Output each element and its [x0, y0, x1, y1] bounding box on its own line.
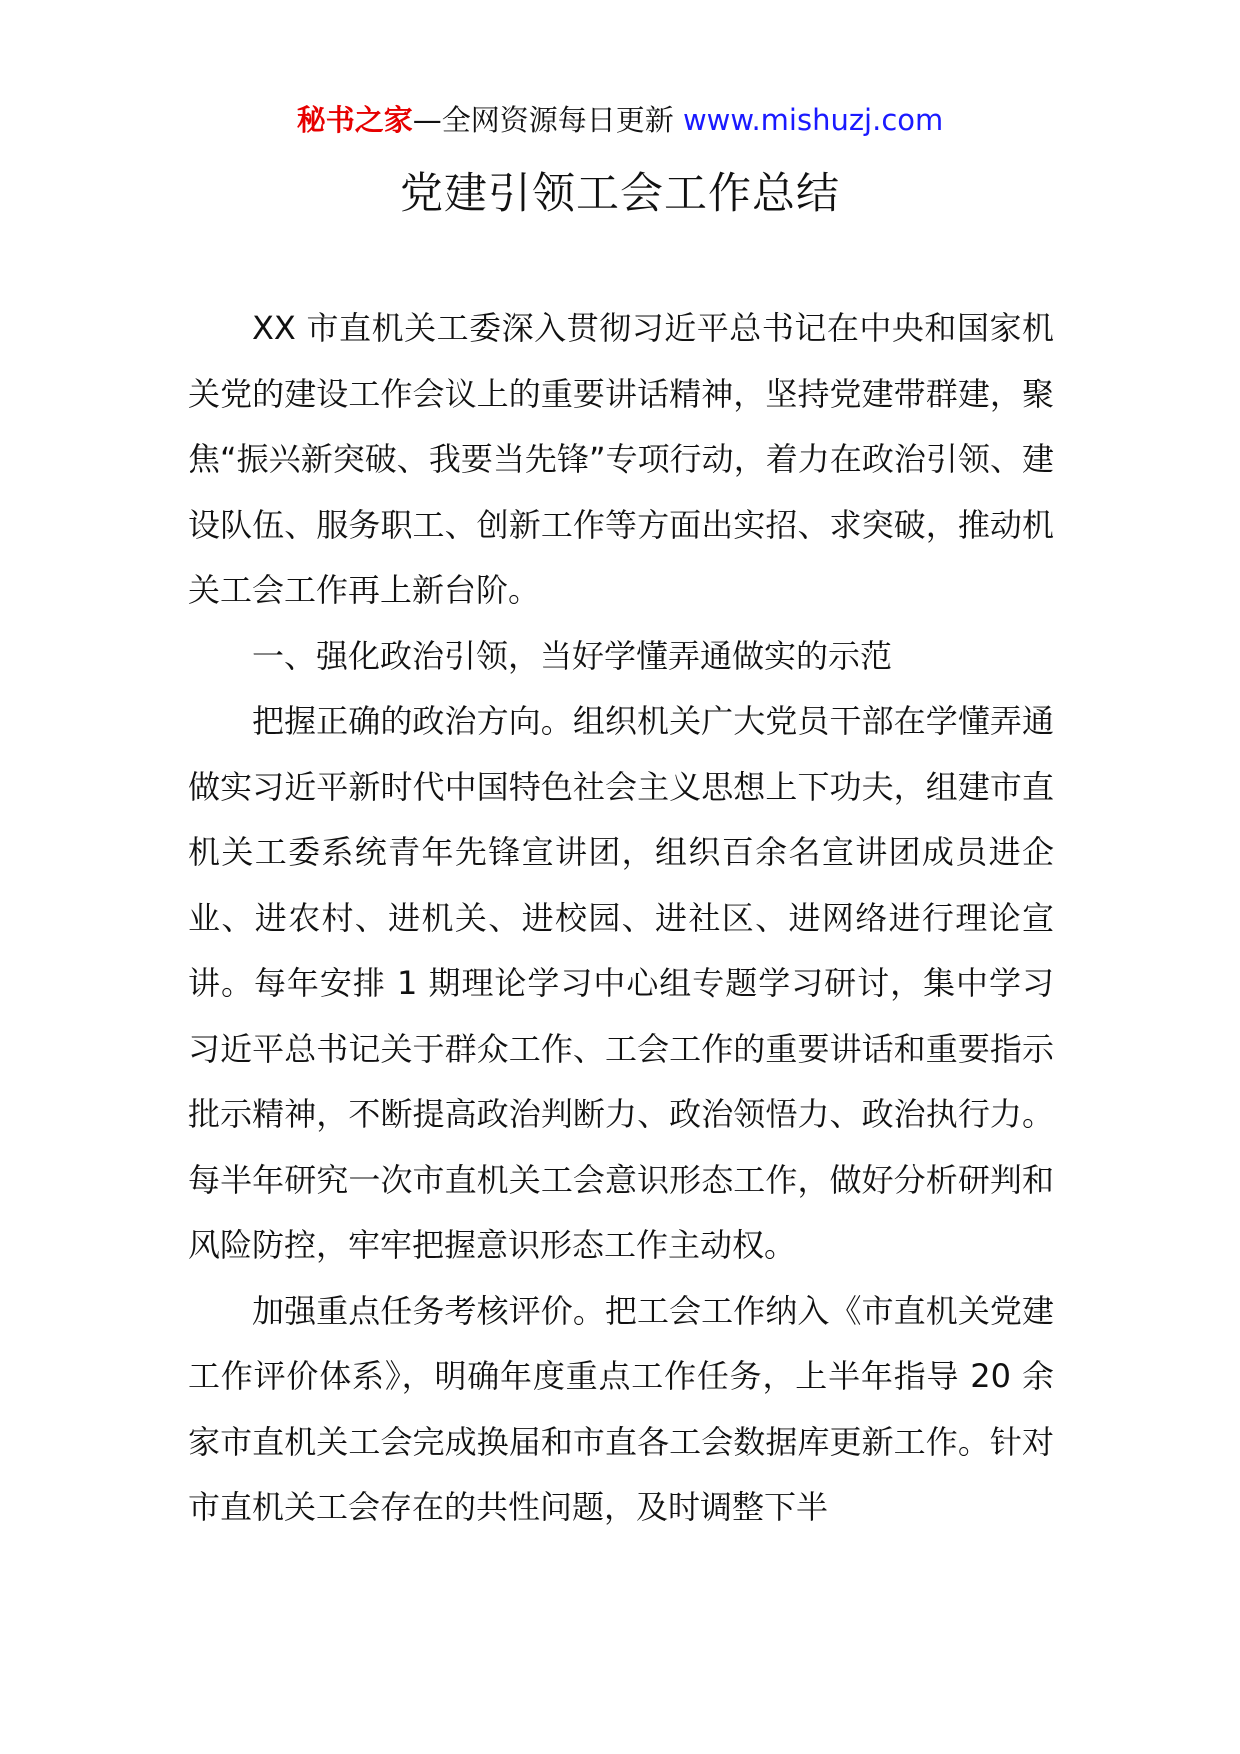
paragraph-political-direction: 把握正确的政治方向。组织机关广大党员干部在学懂弄通做实习近平新时代中国特色社会主义思想上下功夫，组建市直机关工委系统青年先锋宣讲团，组织百余名宣讲团成员进企业、进农村、进机关、进校园、进社区、进网络进行理论宣讲。每年安排 1 期理论学习中心组专题学习研讨，集中学习习近平总书记关于群众工作、工会工作的重要讲话和重要指示批示精神，不断提高政治判断力、政治领悟力、政治执行力。每半年研究一次市直机关工会意识形态工作，做好分析研判和风险防控，牢牢把握意识形态工作主动权。: [188, 702, 1054, 1264]
brand-name: 秘书之家: [296, 103, 413, 137]
section-heading-1: 一、强化政治引领，当好学懂弄通做实的示范: [252, 636, 893, 675]
site-url-link[interactable]: www.mishuzj.com: [682, 103, 944, 137]
paragraph-key-tasks: 加强重点任务考核评价。把工会工作纳入《市直机关党建工作评价体系》，明确年度重点工作任务，上半年指导 20 余家市直机关工会完成换届和市直各工会数据库更新工作。针对市直机关工会存在的共性问题，及时调整下半: [188, 1291, 1054, 1526]
header-tagline: —全网资源每日更新: [412, 103, 683, 137]
site-header: [0, 100, 1240, 140]
paragraph-intro: XX 市直机关工委深入贯彻习近平总书记在中央和国家机关党的建设工作会议上的重要讲话精神，坚持党建带群建，聚焦“振兴新突破、我要当先锋”专项行动，着力在政治引领、建设队伍、服务职工、创新工作等方面出实招、求突破，推动机关工会工作再上新台阶。: [188, 309, 1054, 609]
document-body: [188, 296, 1054, 1541]
document-title: 党建引领工会工作总结: [400, 169, 840, 219]
